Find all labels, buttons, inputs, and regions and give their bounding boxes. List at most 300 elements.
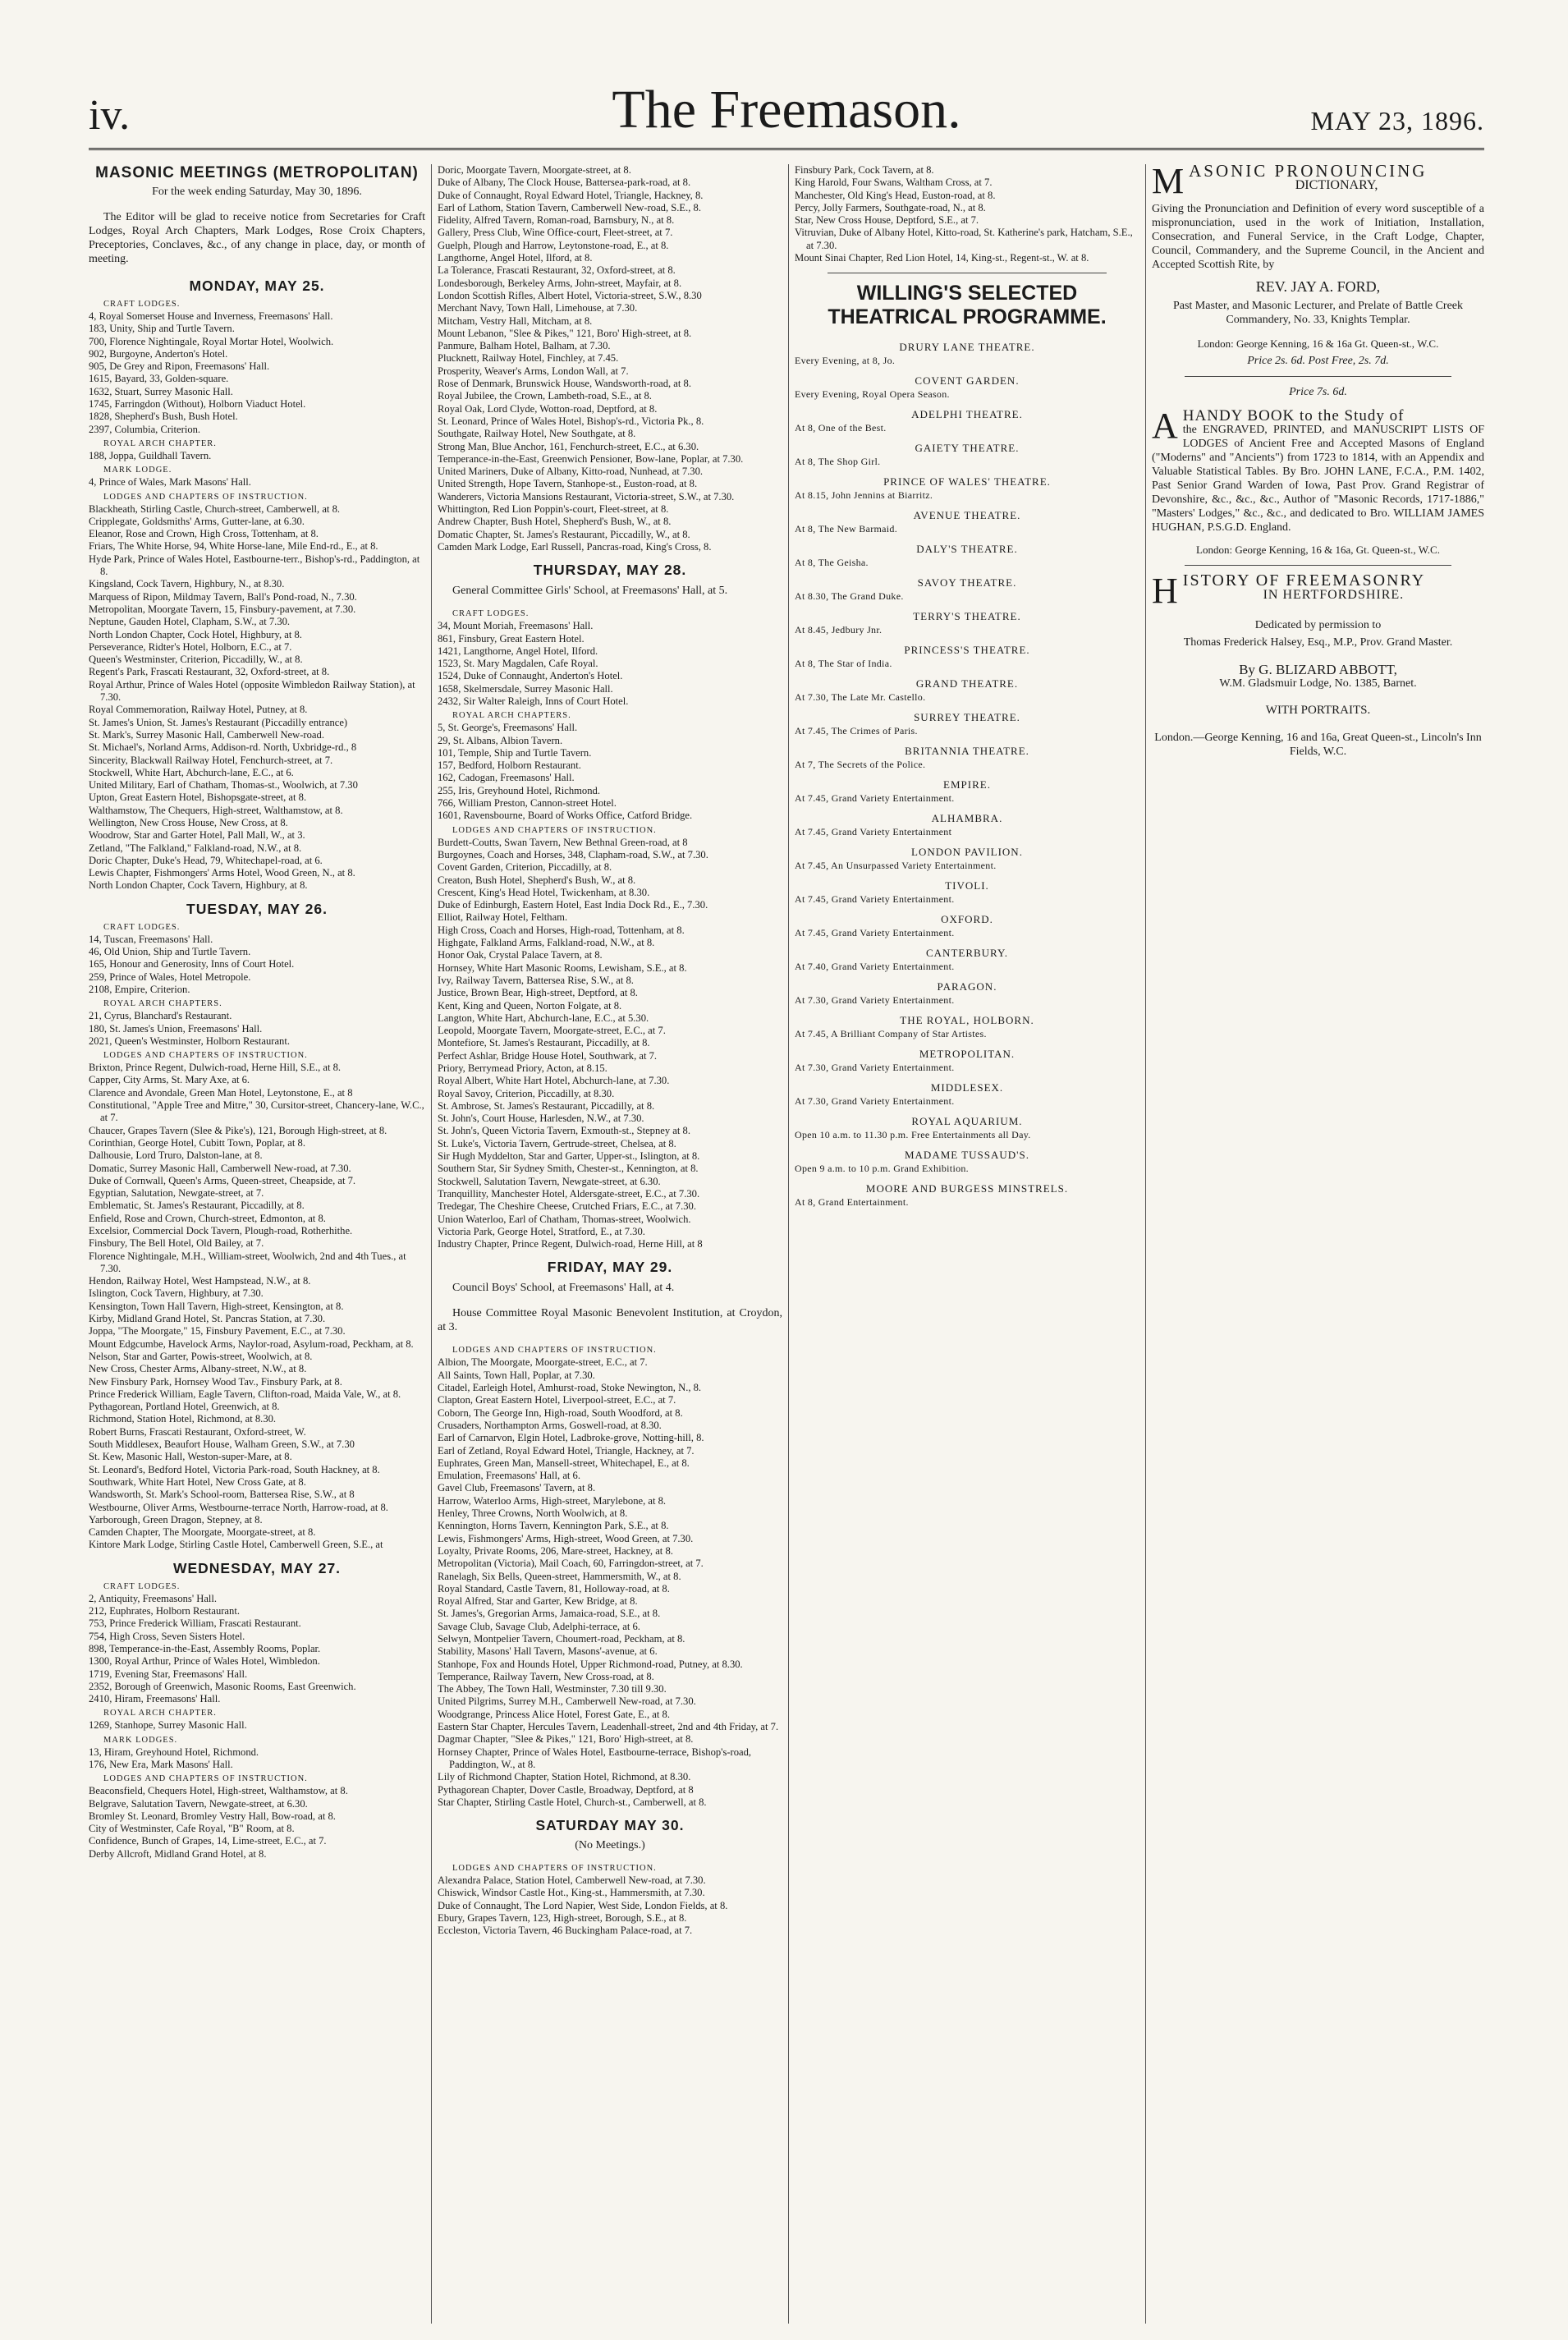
divider [1185,376,1451,377]
list-item: 2021, Queen's Westminster, Holborn Restaurant. [89,1035,291,1047]
theatre-performance: At 7.30, The Late Mr. Castello. [795,691,926,704]
list-item: Citadel, Earleigh Hotel, Amhurst-road, Stoke Newington, N., 8. [438,1382,702,1394]
theatre-name: PRINCESS'S THEATRE. [904,644,1030,657]
list-item: Stockwell, White Hart, Abchurch-lane, E.C., at 6. [89,766,294,778]
list-item: Florence Nightingale, M.H., William-street, Woolwich, 2nd and 4th Tues., at 7.30. [89,1250,406,1274]
list-item: 1269, Stanhope, Surrey Masonic Hall. [89,1719,247,1732]
list-item: Perfect Ashlar, Bridge House Hotel, Southwark, at 7. [438,1049,658,1062]
theatre-performance: At 7.45, Grand Variety Entertainment. [795,792,955,805]
list-item: Mitcham, Vestry Hall, Mitcham, at 8. [438,314,593,327]
list-item: Belgrave, Salutation Tavern, Newgate-street, at 6.30. [89,1797,308,1810]
saturday-instruction-list-b [795,164,1139,264]
list-item: Royal Albert, White Hart Hotel, Abchurch-lane, at 7.30. [438,1075,670,1087]
list-item: 183, Unity, Ship and Turtle Tavern. [89,323,235,335]
list-item: Elliot, Railway Hotel, Feltham. [438,911,568,924]
theatre-performance: At 8, The Geisha. [795,557,869,569]
list-item: Friars, The White Horse, 94, White Horse-lane, Mile End-rd., E., at 8. [89,540,378,553]
list-item: All Saints, Town Hall, Poplar, at 7.30. [438,1369,595,1381]
list-item: Upton, Great Eastern Hotel, Bishopsgate-street, at 8. [89,791,307,804]
list-item: Wanderers, Victoria Mansions Restaurant, Victoria-street, S.W., at 7.30. [438,490,735,502]
list-item: Selwyn, Montpelier Tavern, Choumert-road, Peckham, at 8. [438,1632,685,1645]
list-item: Vitruvian, Duke of Albany Hotel, Kitto-road, St. Katherine's park, Hatcham, S.E., at 7.30. [795,227,1133,251]
theatre-performance: At 7.45, A Brilliant Company of Star Artistes. [795,1028,987,1040]
group-label: LODGES AND CHAPTERS OF INSTRUCTION. [103,1774,308,1784]
theatre-name: ALHAMBRA. [931,812,1003,825]
theatre-performance: At 7.45, An Unsurpassed Variety Entertainment. [795,860,997,872]
monday-instruction-list [89,503,425,892]
wednesday-instruction-list-b [438,164,782,553]
theatre-performance: Open 9 a.m. to 10 p.m. Grand Exhibition. [795,1163,969,1175]
list-item: 2352, Borough of Greenwich, Masonic Rooms, East Greenwich. [89,1680,356,1692]
theatre-name: DALY'S THEATRE. [916,543,1018,556]
ad-title: HANDY BOOK to the Study of [1182,409,1405,424]
saturday-instruction-list-a [438,1874,782,1937]
list-item: Coborn, The George Inn, High-road, South Woodford, at 8. [438,1406,683,1419]
day-heading-wednesday: WEDNESDAY, MAY 27. [172,1559,342,1576]
list-item: Royal Savoy, Criterion, Piccadilly, at 8.30. [438,1087,615,1099]
list-item: United Strength, Hope Tavern, Stanhope-st., Euston-road, at 8. [438,478,698,490]
ad-subtitle: IN HERTFORDSHIRE. [1263,588,1405,602]
group-label: ROYAL ARCH CHAPTERS. [103,999,222,1009]
theatre-name: COVENT GARDEN. [915,374,1020,388]
list-item: Duke of Edinburgh, Eastern Hotel, East India Dock Rd., E., 7.30. [438,899,708,911]
list-item: 1828, Shepherd's Bush, Bush Hotel. [89,411,238,423]
list-item: St. Kew, Masonic Hall, Weston-super-Mare, at 8. [89,1451,292,1463]
list-item: Union Waterloo, Earl of Chatham, Thomas-street, Woolwich. [438,1213,691,1225]
list-item: 1421, Langthorne, Angel Hotel, Ilford. [438,645,598,657]
theatre-performance: At 8.45, Jedbury Jnr. [795,624,883,636]
list-item: 861, Finsbury, Great Eastern Hotel. [438,632,585,645]
day-heading-monday: MONDAY, MAY 25. [189,278,325,294]
list-item: 176, New Era, Mark Masons' Hall. [89,1758,233,1770]
group-label: MARK LODGE. [103,466,172,475]
friday-intro-1: Council Boys' School, at Freemasons' Hall, at 4. [452,1282,675,1295]
pronouncing-dictionary-ad [1152,164,1484,368]
issue-date: MAY 23, 1896. [1310,106,1484,135]
theatre-performance: At 8.15, John Jennins at Biarritz. [795,489,933,502]
list-item: 1523, St. Mary Magdalen, Cafe Royal. [438,658,598,670]
list-item: Lily of Richmond Chapter, Station Hotel, Richmond, at 8.30. [438,1771,691,1783]
theatre-performance: At 7.45, Grand Variety Entertainment [795,826,952,838]
friday-intro-2: House Committee Royal Masonic Benevolent Institution, at Croydon, at 3. [438,1307,782,1334]
column-rule [431,164,432,2324]
list-item: United Mariners, Duke of Albany, Kitto-road, Nunhead, at 7.30. [438,466,704,478]
list-item: Merchant Navy, Town Hall, Limehouse, at 7.30. [438,302,638,314]
list-item: 754, High Cross, Seven Sisters Hotel. [89,1630,245,1642]
group-label: CRAFT LODGES. [103,300,181,309]
theatre-name: METROPOLITAN. [919,1048,1016,1061]
list-item: Temperance-in-the-East, Greenwich Pensioner, Bow-lane, Poplar, at 7.30. [438,452,744,465]
column-2 [438,164,782,2324]
theatre-programme-title: WILLING'S SELECTED THEATRICAL PROGRAMME. [828,282,1107,329]
list-item: Langthorne, Angel Hotel, Ilford, at 8. [438,252,593,264]
ad-author-desc: W.M. Gladsmuir Lodge, No. 1385, Barnet. [1219,677,1417,690]
list-item: Clarence and Avondale, Green Man Hotel, Leytonstone, E., at 8 [89,1086,353,1099]
list-item: Plucknett, Railway Hotel, Finchley, at 7.45. [438,352,619,365]
list-item: Alexandra Palace, Station Hotel, Camberwell New-road, at 7.30. [438,1874,706,1887]
theatre-performance: Every Evening, at 8, Jo. [795,355,896,367]
list-item: Cripplegate, Goldsmiths' Arms, Gutter-lane, at 6.30. [89,515,305,527]
list-item: 4, Prince of Wales, Mark Masons' Hall. [89,476,251,489]
list-item: Islington, Cock Tavern, Highbury, at 7.30. [89,1287,264,1300]
list-item: 898, Temperance-in-the-East, Assembly Rooms, Poplar. [89,1642,321,1654]
list-item: Walthamstow, The Chequers, High-street, Walthamstow, at 8. [89,804,343,816]
list-item: Regent's Park, Frascati Restaurant, 32, Oxford-street, at 8. [89,666,330,678]
list-item: Lewis, Fishmongers' Arms, High-street, Wood Green, at 7.30. [438,1532,694,1544]
group-label: CRAFT LODGES. [452,609,530,619]
divider [1185,565,1451,566]
ad-publisher: London.—George Kenning, 16 and 16a, Great Queen-st., Lincoln's Inn Fields, W.C. [1154,732,1482,758]
list-item: Justice, Brown Bear, High-street, Deptford, at 8. [438,987,638,999]
ad-portraits: WITH PORTRAITS. [1265,704,1371,717]
list-item: Corinthian, George Hotel, Cubitt Town, Poplar, at 8. [89,1136,305,1149]
list-item: Stockwell, Salutation Tavern, Newgate-street, at 6.30. [438,1175,661,1187]
list-item: 259, Prince of Wales, Hotel Metropole. [89,970,251,983]
list-item: Gavel Club, Freemasons' Tavern, at 8. [438,1482,596,1494]
list-item: Stability, Masons' Hall Tavern, Masons'-avenue, at 6. [438,1645,658,1658]
list-item: Kent, King and Queen, Norton Folgate, at 8. [438,999,622,1012]
list-item: Doric Chapter, Duke's Head, 79, Whitechapel-road, at 6. [89,854,323,866]
list-item: 162, Cadogan, Freemasons' Hall. [438,772,575,784]
list-item: South Middlesex, Beaufort House, Walham Green, S.W., at 7.30 [89,1438,355,1451]
list-item: Kensington, Town Hall Tavern, High-street, Kensington, at 8. [89,1300,344,1312]
list-item: St. John's, Queen Victoria Tavern, Exmouth-st., Stepney at 8. [438,1125,690,1137]
theatre-name: ROYAL AQUARIUM. [911,1115,1023,1128]
list-item: Mount Edgcumbe, Havelock Arms, Naylor-road, Asylum-road, Peckham, at 8. [89,1337,414,1350]
list-item: 2108, Empire, Criterion. [89,983,190,995]
tuesday-ra-list [89,1010,425,1048]
drop-cap: H [1152,574,1178,607]
list-item: Metropolitan, Moorgate Tavern, 15, Finsbury-pavement, at 7.30. [89,603,356,615]
list-item: Constitutional, "Apple Tree and Mitre," 30, Cursitor-street, Chancery-lane, W.C., at 7. [89,1099,424,1124]
list-item: King Harold, Four Swans, Waltham Cross, at 7. [795,177,993,189]
list-item: Emulation, Freemasons' Hall, at 6. [438,1470,581,1482]
page-number: iv. [89,92,131,139]
group-label: LODGES AND CHAPTERS OF INSTRUCTION. [452,825,657,835]
list-item: Royal Alfred, Star and Garter, Kew Bridge, at 8. [438,1595,638,1608]
list-item: 766, William Preston, Cannon-street Hotel. [438,797,617,810]
monday-mark-list [89,476,425,489]
list-item: St. Ambrose, St. James's Restaurant, Piccadilly, at 8. [438,1099,655,1112]
column-rule [788,164,789,2324]
list-item: Zetland, "The Falkland," Falkland-road, N.W., at 8. [89,842,302,854]
list-item: Londesborough, Berkeley Arms, John-street, Mayfair, at 8. [438,277,682,289]
list-item: Camden Chapter, The Moorgate, Moorgate-street, at 8. [89,1526,316,1539]
list-item: 14, Tuscan, Freemasons' Hall. [89,933,213,945]
list-item: Royal Commemoration, Railway Hotel, Putney, at 8. [89,704,308,716]
list-item: The Abbey, The Town Hall, Westminster, 7.30 till 9.30. [438,1683,667,1695]
masthead [89,79,1484,150]
list-item: Royal Standard, Castle Tavern, 81, Holloway-road, at 8. [438,1582,670,1594]
list-item: Domatic Chapter, St. James's Restaurant, Piccadilly, W., at 8. [438,528,690,540]
list-item: Star Chapter, Stirling Castle Hotel, Church-st., Camberwell, at 8. [438,1796,707,1808]
theatre-performance: At 8, Grand Entertainment. [795,1196,909,1209]
ad-author-desc: Past Master, and Masonic Lecturer, and Prelate of Battle Creek Commandery, No. 33, Knights Templar. [1172,300,1464,326]
handy-book-ad [1152,385,1484,557]
list-item: St. John's, Court House, Harlesden, N.W., at 7.30. [438,1113,644,1125]
list-item: 29, St. Albans, Albion Tavern. [438,734,563,746]
wednesday-instruction-list-a [89,1785,425,1861]
theatre-performance: At 7.30, Grand Variety Entertainment. [795,994,955,1007]
list-item: Honor Oak, Crystal Palace Tavern, at 8. [438,949,603,961]
group-label: LODGES AND CHAPTERS OF INSTRUCTION. [452,1864,657,1874]
list-item: 1524, Duke of Connaught, Anderton's Hotel. [438,670,623,682]
list-item: 1719, Evening Star, Freemasons' Hall. [89,1668,248,1680]
list-item: Duke of Connaught, The Lord Napier, West Side, London Fields, at 8. [438,1899,728,1911]
list-item: Percy, Jolly Farmers, Southgate-road, N., at 8. [795,201,986,213]
list-item: 1658, Skelmersdale, Surrey Masonic Hall. [438,682,613,695]
theatre-name: BRITANNIA THEATRE. [905,745,1029,758]
list-item: Langton, White Hart, Abchurch-lane, E.C., at 5.30. [438,1012,649,1024]
day-heading-saturday: SATURDAY MAY 30. [535,1817,685,1834]
list-item: Star, New Cross House, Deptford, S.E., at 7. [795,214,979,227]
list-item: Lewis Chapter, Fishmongers' Arms Hotel, Wood Green, N., at 8. [89,867,355,879]
list-item: Hornsey Chapter, Prince of Wales Hotel, Eastbourne-terrace, Bishop's-road, Paddington, W., at 8. [438,1746,752,1770]
theatre-name: MADAME TUSSAUD'S. [904,1149,1029,1162]
theatre-name: MOORE AND BURGESS MINSTRELS. [865,1182,1069,1195]
list-item: 700, Florence Nightingale, Royal Mortar Hotel, Woolwich. [89,335,334,347]
group-label: CRAFT LODGES. [103,1581,181,1591]
theatre-performance: At 8, The Star of India. [795,658,892,670]
list-item: Kennington, Horns Tavern, Kennington Park, S.E., at 8. [438,1520,669,1532]
group-label: ROYAL ARCH CHAPTER. [103,438,217,448]
theatre-performance: At 7.30, Grand Variety Entertainment. [795,1062,955,1074]
group-label: LODGES AND CHAPTERS OF INSTRUCTION. [103,492,308,502]
list-item: Emblematic, St. James's Restaurant, Piccadilly, at 8. [89,1200,305,1212]
list-item: 5, St. George's, Freemasons' Hall. [438,722,578,734]
list-item: 13, Hiram, Greyhound Hotel, Richmond. [89,1746,259,1758]
list-item: St. Luke's, Victoria Tavern, Gertrude-street, Chelsea, at 8. [438,1137,676,1149]
list-item: St. James's Union, St. James's Restaurant (Piccadilly entrance) [89,716,348,728]
list-item: Camden Mark Lodge, Earl Russell, Pancras-road, King's Cross, 8. [438,540,712,553]
list-item: Panmure, Balham Hotel, Balham, at 7.30. [438,340,611,352]
list-item: 2410, Hiram, Freemasons' Hall. [89,1693,221,1705]
column-1 [89,164,425,2324]
list-item: United Pilgrims, Surrey M.H., Camberwell New-road, at 7.30. [438,1695,696,1708]
theatre-name: GRAND THEATRE. [915,677,1019,691]
list-item: Strong Man, Blue Anchor, 161, Fenchurch-street, E.C., at 6.30. [438,440,699,452]
theatre-performance: At 8, The New Barmaid. [795,523,898,535]
theatre-performance: At 7.30, Grand Variety Entertainment. [795,1095,955,1108]
list-item: Fidelity, Alfred Tavern, Roman-road, Barnsbury, N., at 8. [438,214,675,227]
wednesday-craft-list [89,1593,425,1706]
list-item: Joppa, "The Moorgate," 15, Finsbury Pavement, E.C., at 7.30. [89,1325,346,1337]
thursday-craft-list [438,620,782,708]
list-item: Blackheath, Stirling Castle, Church-street, Camberwell, at 8. [89,502,341,515]
theatre-name: TIVOLI. [945,879,989,892]
list-item: 2, Antiquity, Freemasons' Hall. [89,1592,218,1604]
list-item: Wellington, New Cross House, New Cross, at 8. [89,816,288,828]
list-item: Henley, Three Crowns, North Woolwich, at 8. [438,1507,628,1520]
ad-title: ISTORY OF FREEMASONRY [1182,574,1426,590]
theatre-performance: Every Evening, Royal Opera Season. [795,388,950,401]
theatre-name: MIDDLESEX. [930,1081,1004,1094]
list-item: 905, De Grey and Ripon, Freemasons' Hall. [89,360,270,373]
list-item: 1745, Farringdon (Without), Holborn Viaduct Hotel. [89,398,306,411]
list-item: North London Chapter, Cock Tavern, Highbury, at 8. [89,879,308,892]
group-label: LODGES AND CHAPTERS OF INSTRUCTION. [452,1346,657,1356]
theatre-list [795,341,1139,1209]
list-item: Domatic, Surrey Masonic Hall, Camberwell New-road, at 7.30. [89,1162,351,1174]
history-ad [1152,574,1484,759]
list-item: Doric, Moorgate Tavern, Moorgate-street, at 8. [438,164,631,176]
theatre-performance: At 7, The Secrets of the Police. [795,759,926,771]
theatre-name: CANTERBURY. [926,947,1008,960]
list-item: Sincerity, Blackwall Railway Hotel, Fenchurch-street, at 7. [89,754,333,766]
friday-instruction-list [438,1356,782,1809]
list-item: Kirby, Midland Grand Hotel, St. Pancras Station, at 7.30. [89,1313,326,1325]
list-item: Southern Star, Sir Sydney Smith, Chester-st., Kennington, at 8. [438,1163,699,1175]
list-item: Rose of Denmark, Brunswick House, Wandsworth-road, at 8. [438,378,691,390]
list-item: Woodgrange, Princess Alice Hotel, Forest Gate, E., at 8. [438,1708,670,1720]
list-item: Woodrow, Star and Garter Hotel, Pall Mall, W., at 3. [89,829,305,842]
ad-price: Price 2s. 6d. Post Free, 2s. 7d. [1247,355,1389,367]
drop-cap: M [1152,164,1185,197]
list-item: Yarborough, Green Dragon, Stepney, at 8. [89,1513,263,1526]
list-item: 212, Euphrates, Holborn Restaurant. [89,1605,240,1617]
list-item: Perseverance, Ridter's Hotel, Holborn, E.C., at 7. [89,640,292,653]
theatre-name: PARAGON. [937,980,997,993]
tuesday-craft-list [89,934,425,996]
list-item: Highgate, Falkland Arms, Falkland-road, N.W., at 8. [438,937,655,949]
theatre-performance: At 7.45, Grand Variety Entertainment. [795,927,955,939]
list-item: St. Leonard's, Bedford Hotel, Victoria Park-road, South Hackney, at 8. [89,1463,380,1475]
list-item: Ivy, Railway Tavern, Battersea Rise, S.W., at 8. [438,974,634,986]
list-item: Kintore Mark Lodge, Stirling Castle Hotel, Camberwell Green, S.E., at [89,1539,383,1551]
list-item: Prince Frederick William, Eagle Tavern, Clifton-road, Maida Vale, W., at 8. [89,1388,401,1400]
list-item: Queen's Westminster, Criterion, Piccadilly, W., at 8. [89,654,303,666]
wednesday-mark-list [89,1746,425,1772]
list-item: Egyptian, Salutation, Newgate-street, at 7. [89,1187,264,1200]
list-item: 21, Cyrus, Blanchard's Restaurant. [89,1010,232,1022]
list-item: Crusaders, Northampton Arms, Goswell-road, at 8.30. [438,1419,662,1431]
saturday-note: (No Meetings.) [575,1839,645,1852]
list-item: Savage Club, Savage Club, Adelphi-terrace, at 6. [438,1620,640,1632]
theatre-name: LONDON PAVILION. [911,846,1023,859]
theatre-name: THE ROYAL, HOLBORN. [900,1014,1034,1027]
list-item: Manchester, Old King's Head, Euston-road, at 8. [795,189,996,201]
thursday-intro: General Committee Girls' School, at Freemasons' Hall, at 5. [452,585,728,598]
group-label: CRAFT LODGES. [103,922,181,932]
ad-subtitle: DICTIONARY, [1295,178,1378,192]
list-item: Victoria Park, George Hotel, Stratford, E., at 7.30. [438,1225,645,1237]
list-item: New Finsbury Park, Hornsey Wood Tav., Finsbury Park, at 8. [89,1375,342,1388]
day-heading-thursday: THURSDAY, MAY 28. [533,562,687,579]
list-item: 180, St. James's Union, Freemasons' Hall. [89,1022,263,1035]
list-item: Dalhousie, Lord Truro, Dalston-lane, at 8. [89,1149,263,1162]
list-item: 2397, Columbia, Criterion. [89,423,201,435]
list-item: Richmond, Station Hotel, Richmond, at 8.30. [89,1413,277,1425]
theatre-name: AVENUE THEATRE. [913,509,1021,522]
list-item: Crescent, King's Head Hotel, Twickenham, at 8.30. [438,886,650,898]
list-item: Dagmar Chapter, "Slee & Pikes," 121, Boro' High-street, at 8. [438,1733,694,1746]
list-item: Earl of Carnarvon, Elgin Hotel, Ladbroke-grove, Notting-hill, 8. [438,1432,704,1444]
list-item: La Tolerance, Frascati Restaurant, 32, Oxford-street, at 8. [438,264,676,277]
list-item: Excelsior, Commercial Dock Tavern, Plough-road, Rotherhithe. [89,1225,353,1237]
column-3 [795,164,1139,2324]
list-item: Robert Burns, Frascati Restaurant, Oxford-street, W. [89,1425,306,1438]
list-item: Southwark, White Hart Hotel, New Cross Gate, at 8. [89,1475,306,1488]
list-item: Duke of Albany, The Clock House, Battersea-park-road, at 8. [438,177,691,189]
list-item: Bromley St. Leonard, Bromley Vestry Hall, Bow-road, at 8. [89,1810,336,1822]
list-item: 255, Iris, Greyhound Hotel, Richmond. [438,784,600,796]
theatre-name: OXFORD. [941,913,993,926]
list-item: 34, Mount Moriah, Freemasons' Hall. [438,620,594,632]
list-item: Andrew Chapter, Bush Hotel, Shepherd's Bush, W., at 8. [438,516,672,528]
list-item: Harrow, Waterloo Arms, High-street, Marylebone, at 8. [438,1494,667,1507]
monday-craft-list [89,310,425,436]
list-item: Nelson, Star and Garter, Powis-street, Woolwich, at 8. [89,1350,313,1362]
list-item: St. James's, Gregorian Arms, Jamaica-road, S.E., at 8. [438,1608,661,1620]
list-item: 1615, Bayard, 33, Golden-square. [89,373,229,385]
list-item: 157, Bedford, Holborn Restaurant. [438,759,581,772]
list-item: Pythagorean, Portland Hotel, Greenwich, at 8. [89,1401,280,1413]
list-item: Albion, The Moorgate, Moorgate-street, E.C., at 7. [438,1356,648,1369]
list-item: Ranelagh, Six Bells, Queen-street, Hammersmith, W., at 8. [438,1570,681,1582]
theatre-performance: At 7.40, Grand Variety Entertainment. [795,961,955,973]
list-item: Metropolitan (Victoria), Mail Coach, 60, Farringdon-street, at 7. [438,1558,704,1570]
ad-body: the ENGRAVED, PRINTED, and MANUSCRIPT LISTS OF LODGES of Ancient Free and Accepted Masons of England ("Moderns" and "Ancients") from 1723 to 1814, with an Appendix and Valuable Statistical Tables. By Bro. JOHN LANE, F.C.A., P.M. 1402, Past Senior Grand Warden of Iowa, Past Prov. Grand Registrar of Devonshire, &c., &c., &c., Author of "Masonic Records, 1717-1886," "Masters' Lodges," &c., &c., and dedicated to Bro. WILLIAM JAMES HUGHAN, P.S.G.D. England. [1152,424,1484,534]
meetings-subtitle: For the week ending Saturday, May 30, 1896. [152,186,362,198]
list-item: 1300, Royal Arthur, Prince of Wales Hotel, Wimbledon. [89,1655,320,1668]
list-item: Gallery, Press Club, Wine Office-court, Fleet-street, at 7. [438,227,673,239]
list-item: Covent Garden, Criterion, Piccadilly, at 8. [438,861,612,874]
day-heading-tuesday: TUESDAY, MAY 26. [186,900,328,917]
column-rule [1145,164,1146,2324]
ad-publisher: London: George Kenning, 16 & 16a, Gt. Queen-st., W.C. [1196,544,1440,556]
thursday-instruction-list [438,837,782,1251]
tuesday-instruction-list [89,1062,425,1552]
list-item: Sir Hugh Myddelton, Star and Garter, Upper-st., Islington, at 8. [438,1150,700,1163]
list-item: London Scottish Rifles, Albert Hotel, Victoria-street, S.W., 8.30 [438,289,702,301]
theatre-performance: At 7.45, Grand Variety Entertainment. [795,893,955,906]
drop-cap: A [1152,409,1178,446]
list-item: Euphrates, Green Man, Mansell-street, Whitechapel, E., at 8. [438,1457,690,1469]
ad-publisher: London: George Kenning, 16 & 16a Gt. Queen-st., W.C. [1197,337,1439,350]
newspaper-title: The Freemason. [612,80,961,140]
ad-dedication: Dedicated by permission to [1254,619,1382,631]
list-item: 902, Burgoyne, Anderton's Hotel. [89,347,228,360]
list-item: Eleanor, Rose and Crown, High Cross, Tottenham, at 8. [89,528,319,540]
theatre-name: TERRY'S THEATRE. [913,610,1021,623]
list-item: City of Westminster, Cafe Royal, "B" Room, at 8. [89,1823,295,1835]
list-item: Neptune, Gauden Hotel, Clapham, S.W., at 7.30. [89,616,291,628]
list-item: Pythagorean Chapter, Dover Castle, Broadway, Deptford, at 8 [438,1783,694,1796]
ad-author: By G. BLIZARD ABBOTT, [1239,662,1397,677]
theatre-performance: At 7.45, The Crimes of Paris. [795,725,918,737]
list-item: 101, Temple, Ship and Turtle Tavern. [438,746,592,759]
ad-price: Price 7s. 6d. [1289,386,1347,398]
list-item: Confidence, Bunch of Grapes, 14, Lime-street, E.C., at 7. [89,1835,327,1847]
list-item: Burdett-Coutts, Swan Tavern, New Bethnal Green-road, at 8 [438,836,688,848]
list-item: Westbourne, Oliver Arms, Westbourne-terrace North, Harrow-road, at 8. [89,1501,388,1513]
list-item: Kingsland, Cock Tavern, Highbury, N., at 8.30. [89,578,285,590]
list-item: Hyde Park, Prince of Wales Hotel, Eastbourne-terr., Bishop's-rd., Paddington, at 8. [89,553,420,578]
list-item: Royal Arthur, Prince of Wales Hotel (opposite Wimbledon Railway Station), at 7.30. [89,678,415,704]
list-item: Mount Lebanon, "Slee & Pikes," 121, Boro' High-street, at 8. [438,327,692,339]
list-item: 46, Old Union, Ship and Turtle Tavern. [89,946,251,958]
thursday-ra-list [438,722,782,822]
list-item: 1601, Ravensbourne, Board of Works Office, Catford Bridge. [438,810,693,822]
list-item: Hendon, Railway Hotel, West Hampstead, N.W., at 8. [89,1275,311,1287]
theatre-name: DRURY LANE THEATRE. [899,341,1035,354]
list-item: Royal Jubilee, the Crown, Lambeth-road, S.E., at 8. [438,390,652,402]
list-item: Marquess of Ripon, Mildmay Tavern, Ball's Pond-road, N., 7.30. [89,590,357,603]
theatre-name: SAVOY THEATRE. [917,576,1017,590]
list-item: Ebury, Grapes Tavern, 123, High-street, Borough, S.E., at 8. [438,1912,687,1925]
list-item: 753, Prince Frederick William, Frascati Restaurant. [89,1617,301,1630]
group-label: MARK LODGES. [103,1735,178,1745]
